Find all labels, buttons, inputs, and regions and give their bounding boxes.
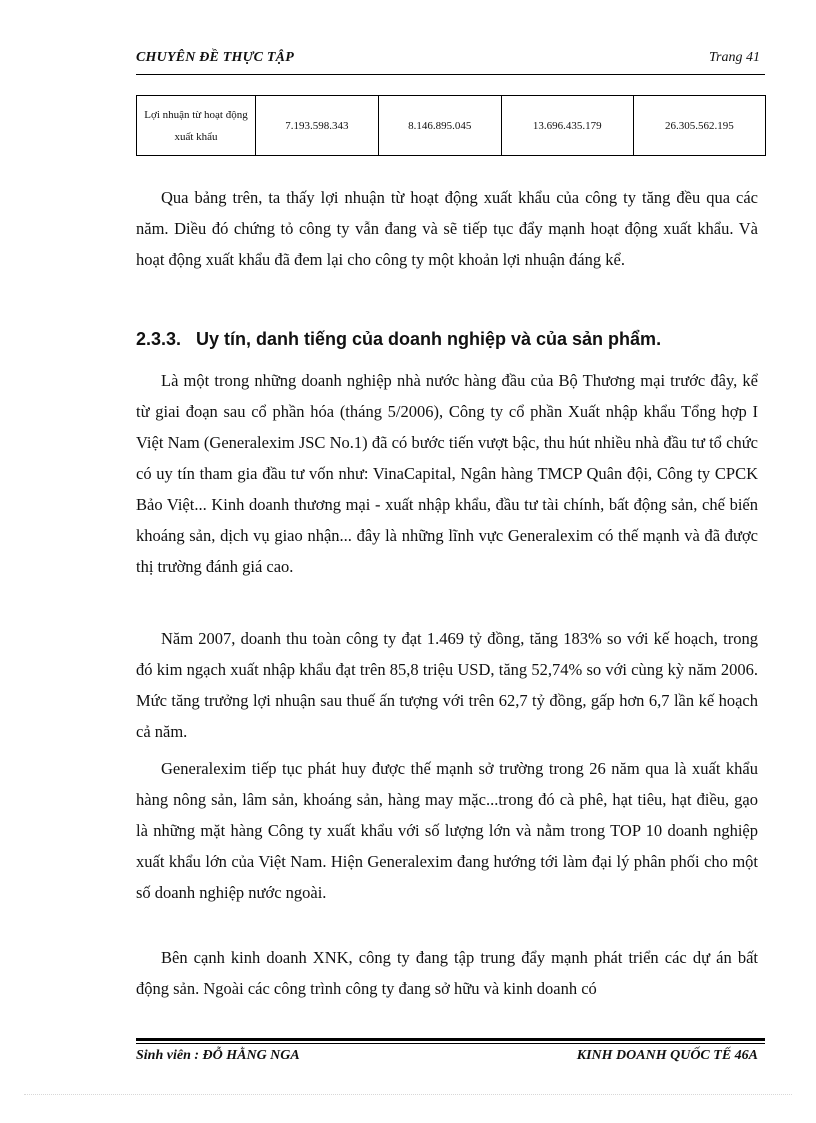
profit-table — [136, 95, 766, 156]
paragraph: Năm 2007, doanh thu toàn công ty đạt 1.469 tỷ đồng, tăng 183% so với kế hoạch, trong đó kim ngạch xuất nhập khẩu đạt trên 85,8 triệu USD, tăng 52,74% so với cùng kỳ năm 2006. Mức tăng trưởng lợi nhuận sau thuế ấn tượng với trên 62,7 tỷ đồng, gấp hơn 6,7 lần kế hoạch cả năm. — [136, 629, 758, 741]
table-row — [137, 96, 766, 156]
page-edge — [24, 1094, 792, 1095]
table-cell: 8.146.895.045 — [378, 96, 501, 156]
footer-class: KINH DOANH QUỐC TẾ 46A — [576, 1048, 758, 1063]
section-title: Uy tín, danh tiếng của doanh nghiệp và của sản phẩm. — [196, 329, 662, 349]
section-number: 2.3.3. — [136, 329, 182, 349]
table-cell: 7.193.598.343 — [256, 96, 379, 156]
table-cell: 26.305.562.195 — [633, 96, 765, 156]
footer-divider — [136, 1043, 765, 1044]
page-footer — [136, 1048, 758, 1070]
header-divider — [136, 74, 765, 75]
table-cell: 13.696.435.179 — [501, 96, 633, 156]
page-header — [136, 48, 764, 72]
row-label: Lợi nhuận từ hoạt động xuất khẩu — [137, 96, 256, 156]
header-title: CHUYÊN ĐỀ THỰC TẬP — [136, 50, 294, 65]
footer-student: Sinh viên : ĐỖ HẰNG NGA — [136, 1048, 300, 1063]
page-number: Trang 41 — [709, 50, 760, 65]
paragraph: Qua bảng trên, ta thấy lợi nhuận từ hoạt động xuất khẩu của công ty tăng đều qua các năm. Diều đó chứng tỏ công ty vẫn đang và sẽ tiếp tục đẩy mạnh hoạt động xuất khẩu. Và hoạt động xuất khẩu đã đem lại cho công ty một khoản lợi nhuận đáng kể. — [136, 188, 758, 269]
paragraph: Bên cạnh kinh doanh XNK, công ty đang tập trung đẩy mạnh phát triển các dự án bất động sản. Ngoài các công trình công ty đang sở hữu và kinh doanh có — [136, 948, 758, 998]
paragraph: Generalexim tiếp tục phát huy được thế mạnh sở trường trong 26 năm qua là xuất khẩu hàng nông sản, lâm sản, khoáng sản, hàng may mặc...trong đó cà phê, hạt tiêu, hạt điều, gạo là những mặt hàng Công ty xuất khẩu với số lượng lớn và nằm trong TOP 10 doanh nghiệp xuất khẩu lớn của Việt Nam. Hiện Generalexim đang hướng tới làm đại lý phân phối cho một số doanh nghiệp nước ngoài. — [136, 759, 758, 902]
paragraph: Là một trong những doanh nghiệp nhà nước hàng đầu của Bộ Thương mại trước đây, kể từ giai đoạn sau cổ phần hóa (tháng 5/2006), Công ty cổ phần Xuất nhập khẩu Tổng hợp I Việt Nam (Generalexim JSC No.1) đã có bước tiến vượt bậc, thu hút nhiều nhà đầu tư tổ chức có uy tín tham gia đầu tư vốn như: VinaCapital, Ngân hàng TMCP Quân đội, Công ty CPCK Bảo Việt... Kinh doanh thương mại - xuất nhập khẩu, đầu tư tài chính, bất động sản, chế biến khoáng sản, dịch vụ giao nhận... đây là những lĩnh vực Generalexim có thế mạnh và đã được thị trường đánh giá cao. — [136, 371, 758, 576]
footer-divider — [136, 1038, 765, 1041]
section-heading — [136, 329, 766, 350]
